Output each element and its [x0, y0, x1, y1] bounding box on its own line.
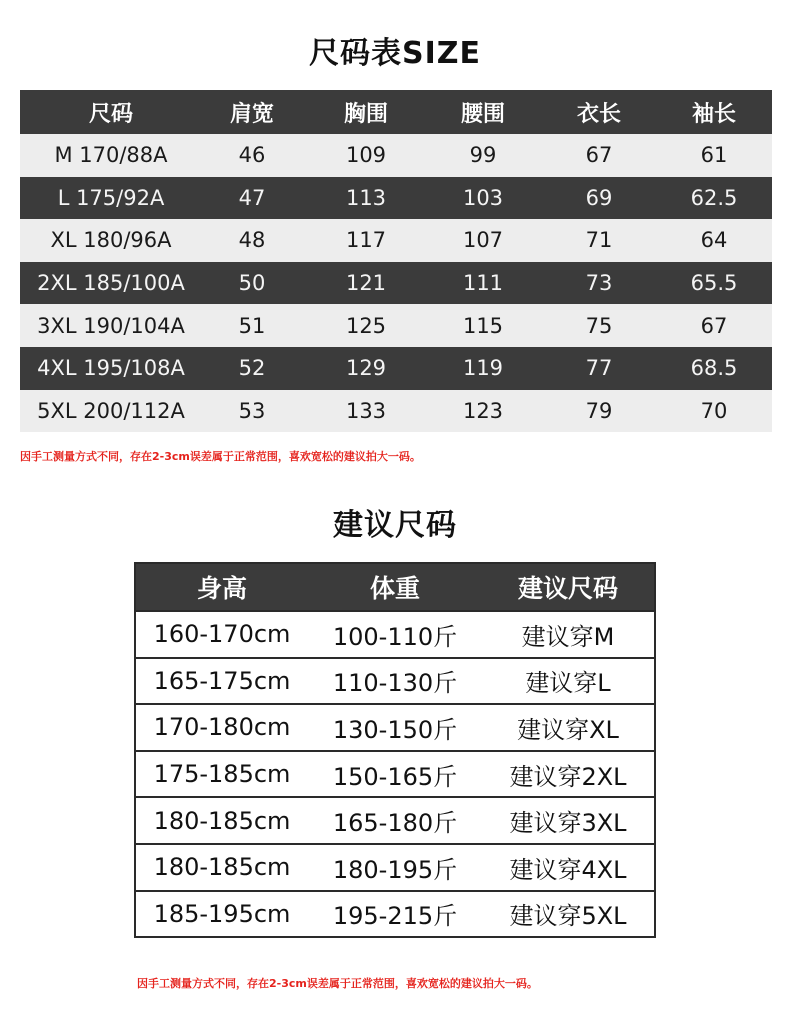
cell-height: 175-185cm	[153, 760, 291, 789]
table-row	[20, 262, 772, 305]
cell-waist: 103	[462, 185, 504, 210]
cell-height: 180-185cm	[153, 806, 291, 835]
header-length: 衣长	[576, 101, 621, 127]
cell-waist: 123	[462, 398, 504, 423]
cell-length: 79	[585, 398, 613, 423]
table-row	[136, 703, 654, 750]
cell-size: M 170/88A	[54, 143, 168, 168]
cell-weight: 165-180斤	[332, 809, 458, 838]
cell-size: L 175/92A	[57, 185, 165, 210]
cell-suggested-size: 建议穿3XL	[509, 809, 627, 838]
cell-suggested-size: 建议穿5XL	[509, 902, 627, 931]
cell-shoulder: 46	[238, 143, 266, 168]
cell-weight: 110-130斤	[332, 669, 458, 698]
header-waist: 腰围	[460, 101, 505, 127]
cell-length: 67	[585, 143, 613, 168]
size-chart-header-row	[20, 90, 772, 134]
cell-sleeve: 64	[700, 228, 728, 253]
header-sleeve: 袖长	[691, 101, 736, 127]
table-row	[136, 890, 654, 937]
header-suggested-size: 建议尺码	[517, 574, 618, 603]
cell-sleeve: 65.5	[690, 271, 738, 296]
cell-height: 165-175cm	[153, 666, 291, 695]
cell-length: 71	[585, 228, 613, 253]
cell-weight: 150-165斤	[332, 762, 458, 791]
cell-shoulder: 48	[238, 228, 266, 253]
cell-sleeve: 70	[700, 398, 728, 423]
cell-waist: 111	[462, 271, 504, 296]
cell-sleeve: 68.5	[690, 356, 738, 381]
table-row	[136, 750, 654, 797]
header-size: 尺码	[88, 101, 133, 127]
cell-length: 75	[585, 313, 613, 338]
cell-weight: 100-110斤	[332, 622, 458, 651]
cell-size: 2XL 185/100A	[37, 271, 185, 296]
cell-waist: 107	[462, 228, 504, 253]
header-weight: 体重	[369, 574, 420, 603]
cell-chest: 125	[345, 313, 387, 338]
table-row	[136, 657, 654, 704]
cell-chest: 113	[345, 185, 387, 210]
recommendation-header-row	[136, 564, 654, 610]
cell-chest: 129	[345, 356, 387, 381]
table-row	[136, 843, 654, 890]
cell-size: 3XL 190/104A	[37, 313, 185, 338]
measurement-note: 因手工测量方式不同，存在2-3cm误差属于正常范围，喜欢宽松的建议拍大一码。	[137, 977, 538, 990]
table-row	[20, 219, 772, 262]
header-chest: 胸围	[343, 101, 388, 127]
cell-chest: 109	[345, 143, 387, 168]
cell-sleeve: 67	[700, 313, 728, 338]
cell-waist: 115	[462, 313, 504, 338]
cell-chest: 133	[345, 398, 387, 423]
table-row	[20, 134, 772, 177]
cell-shoulder: 47	[238, 185, 266, 210]
cell-weight: 195-215斤	[332, 902, 458, 931]
recommendation-title: 建议尺码	[333, 508, 457, 543]
cell-height: 160-170cm	[153, 620, 291, 649]
table-row	[136, 610, 654, 657]
table-row	[136, 796, 654, 843]
cell-suggested-size: 建议穿2XL	[509, 762, 627, 791]
table-row	[20, 347, 772, 390]
header-shoulder: 肩宽	[229, 101, 274, 127]
cell-chest: 121	[345, 271, 387, 296]
cell-shoulder: 52	[238, 356, 266, 381]
cell-suggested-size: 建议穿XL	[517, 715, 619, 744]
cell-waist: 99	[469, 143, 497, 168]
cell-shoulder: 51	[238, 313, 266, 338]
cell-chest: 117	[345, 228, 387, 253]
cell-shoulder: 53	[238, 398, 266, 423]
cell-size: XL 180/96A	[50, 228, 172, 253]
cell-height: 180-185cm	[153, 853, 291, 882]
cell-shoulder: 50	[238, 271, 266, 296]
cell-height: 170-180cm	[153, 713, 291, 742]
table-row	[20, 390, 772, 433]
cell-weight: 180-195斤	[332, 855, 458, 884]
cell-length: 77	[585, 356, 613, 381]
size-chart-table	[20, 90, 772, 432]
recommendation-table	[134, 562, 656, 938]
size-chart-title: 尺码表SIZE	[308, 36, 481, 71]
cell-weight: 130-150斤	[332, 715, 458, 744]
cell-size: 5XL 200/112A	[37, 398, 185, 423]
table-row	[20, 177, 772, 220]
cell-waist: 119	[462, 356, 504, 381]
cell-suggested-size: 建议穿M	[521, 622, 615, 651]
table-row	[20, 304, 772, 347]
cell-sleeve: 62.5	[690, 185, 738, 210]
cell-suggested-size: 建议穿4XL	[509, 855, 627, 884]
cell-sleeve: 61	[700, 143, 728, 168]
cell-size: 4XL 195/108A	[37, 356, 185, 381]
header-height: 身高	[196, 574, 247, 603]
cell-length: 73	[585, 271, 613, 296]
measurement-note: 因手工测量方式不同，存在2-3cm误差属于正常范围，喜欢宽松的建议拍大一码。	[20, 450, 421, 463]
cell-length: 69	[585, 185, 613, 210]
cell-height: 185-195cm	[153, 899, 291, 928]
cell-suggested-size: 建议穿L	[525, 669, 611, 698]
